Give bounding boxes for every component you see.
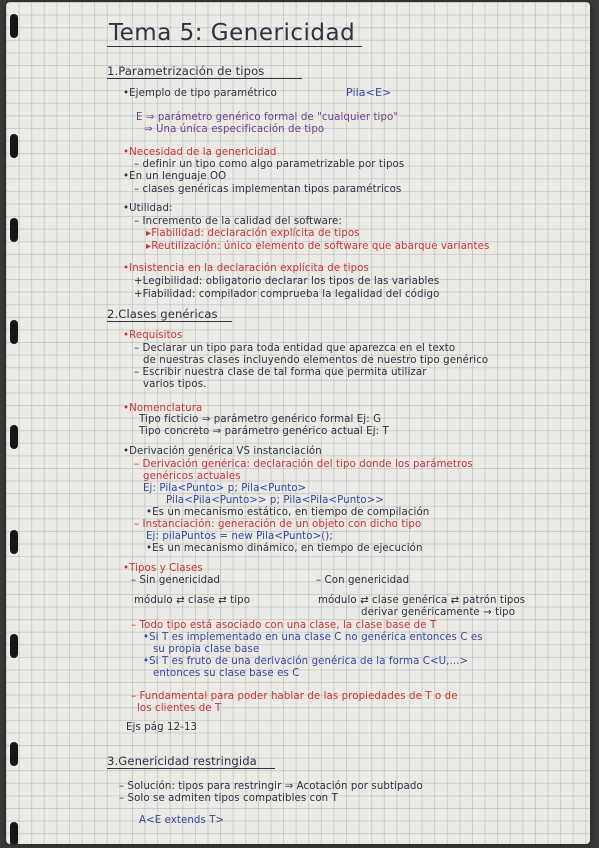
todo-1: •Si T es implementado en una clase C no genérica entonces C es — [143, 632, 483, 643]
solo-compatibles: – Solo se admiten tipos compatibles con T — [119, 793, 338, 804]
section-3-underline — [107, 768, 275, 769]
requisitos: •Requisitos — [123, 330, 183, 341]
fundamental: – Fundamental para poder hablar de las propiedades de T o de — [131, 691, 458, 702]
req-2: – Escribir nuestra clase de tal forma que permita utilizar — [134, 367, 427, 378]
utilidad: •Utilidad: — [123, 203, 173, 214]
binder-hole — [10, 425, 18, 449]
ejemplo-value: Pila<E> — [346, 86, 392, 99]
fundamental-b: los clientes de T — [137, 703, 222, 714]
insistencia: •Insistencia en la declaración explícita de tipos — [123, 263, 369, 274]
ejemplo-restringido: A<E extends T> — [139, 815, 225, 826]
der-1b: genéricos actuales — [143, 471, 241, 482]
nomenclatura: •Nomenclatura — [123, 403, 203, 414]
todo-2: •Si T es fruto de una derivación genérica de la forma C<U,...> — [143, 656, 469, 667]
e-line: E ⇒ parámetro genérico formal de "cualquier tipo" — [136, 112, 399, 123]
page-title: Tema 5: Genericidad — [109, 20, 356, 46]
diagram-sin: módulo ⇄ clase ⇄ tipo — [134, 595, 251, 606]
binder-hole — [10, 14, 18, 38]
req-1b: de nuestras clases incluyendo elementos de nuestro tipo genérico — [143, 355, 489, 366]
der-mec: •Es un mecanismo estático, en tiempo de compilación — [146, 507, 430, 518]
diagram-derivar: derivar genéricamente → tipo — [361, 607, 516, 618]
todo: – Todo tipo está asociado con una clase, la clase base de T — [131, 620, 437, 631]
sin-genericidad: – Sin genericidad — [131, 575, 221, 586]
e-line-2: ⇒ Una única especificación de tipo — [144, 124, 325, 135]
inst-1: – Instanciación: generación de un objeto con dicho tipo — [134, 519, 422, 530]
nom-2: Tipo concreto ⇒ parámetro genérico actual Ej: T — [139, 426, 389, 437]
tipos-clases: •Tipos y Clases — [123, 563, 203, 574]
todo-2b: entonces su clase base es C — [153, 668, 300, 679]
utilidad-3: ▸Reutilización: único elemento de software que abarque variantes — [146, 241, 490, 252]
notebook-page — [6, 2, 590, 844]
der-1: – Derivación genérica: declaración del tipo donde los parámetros — [134, 459, 473, 470]
section-2-underline — [107, 321, 232, 322]
binder-hole — [10, 530, 18, 554]
binder-hole — [10, 822, 18, 844]
solucion: – Solución: tipos para restringir ⇒ Acotación por subtipado — [119, 781, 423, 792]
inst-ej: Ej: pilaPuntos = new Pila<Punto>(); — [146, 531, 333, 542]
section-1-heading: 1.Parametrización de tipos — [107, 64, 265, 78]
utilidad-2: ▸Fiabilidad: declaración explícita de tipos — [146, 228, 360, 239]
binder-hole — [10, 320, 18, 344]
lenguaje-1: – clases genéricas implementan tipos paramétricos — [134, 184, 402, 195]
ejemplo-label: •Ejemplo de tipo paramétrico — [123, 88, 277, 99]
ejercicios-ref: Ejs pág 12-13 — [126, 722, 198, 733]
necesidad-1: – definir un tipo como algo parametrizable por tipos — [134, 159, 405, 170]
section-1-underline — [107, 78, 302, 79]
der-ej2: Pila<Pila<Punto>> p; Pila<Pila<Punto>> — [166, 495, 384, 506]
binder-hole — [10, 134, 18, 158]
binder-hole — [10, 634, 18, 658]
section-3-heading: 3.Genericidad restringida — [107, 754, 257, 768]
utilidad-1: – Incremento de la calidad del software: — [134, 216, 342, 227]
insistencia-1: +Legibilidad: obligatorio declarar los tipos de las variables — [134, 276, 440, 287]
der-ej: Ej: Pila<Punto> p; Pila<Punto> — [143, 483, 307, 494]
todo-1b: su propia clase base — [153, 644, 260, 655]
con-genericidad: – Con genericidad — [316, 575, 410, 586]
lenguaje: •En un lenguaje OO — [123, 171, 227, 182]
derivacion: •Derivación genérica VS instanciación — [123, 446, 322, 457]
title-underline — [107, 46, 362, 47]
binder-hole — [10, 742, 18, 766]
necesidad: •Necesidad de la genericidad — [123, 147, 277, 158]
insistencia-2: +Fiabilidad: compilador comprueba la legalidad del código — [134, 289, 440, 300]
section-2-heading: 2.Clases genéricas — [107, 307, 218, 321]
inst-mec: •Es un mecanismo dinámico, en tiempo de ejecución — [146, 543, 423, 554]
diagram-con: módulo ⇄ clase genérica ⇄ patrón tipos — [318, 595, 526, 606]
nom-1: Tipo ficticio ⇒ parámetro genérico formal Ej: G — [139, 414, 382, 425]
req-1: – Declarar un tipo para toda entidad que aparezca en el texto — [134, 343, 456, 354]
binder-hole — [10, 218, 18, 242]
req-2b: varios tipos. — [143, 379, 207, 390]
